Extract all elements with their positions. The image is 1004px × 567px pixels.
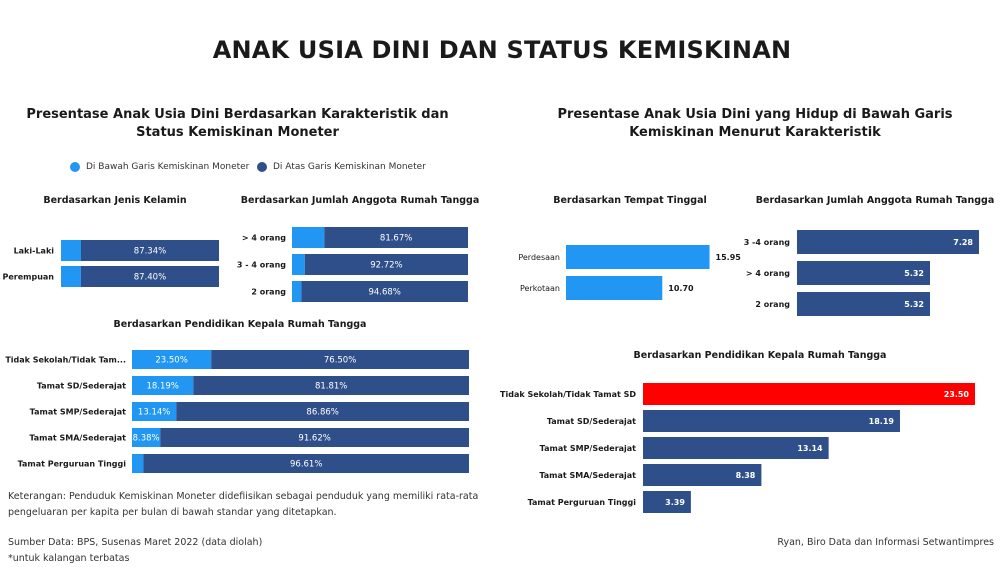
- bar-value-label: 15.95: [715, 253, 741, 262]
- bar-value-label: 8.38%: [132, 433, 160, 444]
- bar-value-label: 81.67%: [379, 233, 413, 244]
- bar: [566, 245, 710, 269]
- right-panel-title: Presentase Anak Usia Dini yang Hidup di Bawah Garis Kemiskinan Menurut Karakteristik: [557, 107, 953, 140]
- bar-value-label: 10.70: [668, 284, 694, 293]
- bar-value-label: 13.14: [797, 444, 823, 453]
- chart-art-title: Berdasarkan Jumlah Anggota Rumah Tangga: [240, 195, 480, 206]
- bar-value-label: 7.28: [953, 238, 973, 247]
- category-label: Tidak Sekolah/Tidak Tam...: [5, 355, 126, 365]
- category-label: Tidak Sekolah/Tidak Tamat SD: [500, 390, 636, 399]
- bar-value-label: 3.39: [665, 498, 685, 507]
- bar-value-label: 94.68%: [368, 287, 401, 298]
- bar-below-segment: [292, 281, 301, 302]
- bar-value-label: 18.19: [868, 417, 894, 426]
- bar-value-label: 87.34%: [133, 246, 167, 257]
- chart-jk-title: Berdasarkan Jenis Kelamin: [43, 195, 187, 206]
- footnote-line-1: Keterangan: Penduduk Kemiskinan Moneter didefiisikan sebagai penduduk yang memiliki rata-rata: [8, 491, 479, 502]
- category-label: Tamat SMA/Sederajat: [29, 433, 126, 443]
- asterisk-text: *untuk kalangan terbatas: [8, 553, 130, 564]
- category-label: Tamat SD/Sederajat: [546, 417, 636, 426]
- footnote-line-2: pengeluaran per kapita per bulan di bawah standar yang ditetapkan.: [8, 507, 337, 518]
- source-text: Sumber Data: BPS, Susenas Maret 2022 (data diolah): [8, 537, 263, 548]
- category-label: 3 - 4 orang: [236, 260, 286, 270]
- bar-value-label: 23.50: [943, 390, 969, 399]
- legend-below-label: Di Bawah Garis Kemiskinan Moneter: [86, 162, 250, 172]
- chart-tt-title: Berdasarkan Tempat Tinggal: [553, 195, 707, 206]
- bar-below-segment: [132, 454, 143, 473]
- footnote: [8, 489, 478, 521]
- bar-value-label: 76.50%: [323, 355, 357, 366]
- legend-above-label: Di Atas Garis Kemiskinan Moneter: [273, 162, 426, 172]
- credit-text: Ryan, Biro Data dan Informasi Setwantimpres: [777, 537, 994, 548]
- bar: [566, 276, 662, 300]
- bar-value-label: 86.86%: [306, 407, 339, 418]
- bar-value-label: 92.72%: [370, 260, 403, 271]
- category-label: Tamat SMP/Sederajat: [29, 407, 126, 417]
- left-panel-title: Presentase Anak Usia Dini Berdasarkan Karakteristik dan Status Kemiskinan Moneter: [26, 107, 449, 140]
- chart-pend2-title: Berdasarkan Pendidikan Kepala Rumah Tangga: [633, 350, 887, 361]
- bar: [643, 410, 900, 432]
- category-label: > 4 orang: [241, 233, 286, 243]
- category-label: Perempuan: [2, 272, 54, 282]
- category-label: 3 -4 orang: [743, 238, 790, 247]
- bar-value-label: 5.32: [904, 269, 924, 278]
- bar-value-label: 91.62%: [298, 433, 331, 444]
- category-label: 2 orang: [755, 300, 790, 309]
- chart-pend-title: Berdasarkan Pendidikan Kepala Rumah Tangga: [113, 319, 367, 330]
- bar-value-label: 23.50%: [155, 355, 188, 366]
- category-label: 2 orang: [251, 287, 286, 297]
- page-title: ANAK USIA DINI DAN STATUS KEMISKINAN: [212, 36, 792, 64]
- bar-value-label: 87.40%: [133, 272, 167, 283]
- source-note: [8, 535, 262, 567]
- category-label: Tamat Perguruan Tinggi: [17, 459, 126, 469]
- bar-below-segment: [61, 266, 81, 287]
- category-label: Perdesaan: [518, 253, 560, 262]
- category-label: Tamat SMP/Sederajat: [539, 444, 636, 453]
- category-label: Perkotaan: [519, 284, 560, 293]
- bar: [643, 383, 975, 405]
- bar-value-label: 18.19%: [146, 381, 179, 392]
- bar-value-label: 81.81%: [314, 381, 348, 392]
- bar-below-segment: [61, 240, 81, 261]
- category-label: Tamat SMA/Sederajat: [539, 471, 636, 480]
- category-label: Laki-Laki: [13, 246, 54, 256]
- category-label: > 4 orang: [745, 269, 790, 278]
- bar-value-label: 5.32: [904, 300, 924, 309]
- chart-art2-title: Berdasarkan Jumlah Anggota Rumah Tangga: [755, 195, 995, 206]
- bar-below-segment: [292, 227, 324, 248]
- bar-value-label: 96.61%: [290, 459, 323, 470]
- category-label: Tamat Perguruan Tinggi: [527, 498, 636, 507]
- bar-below-segment: [292, 254, 305, 275]
- bar-value-label: 8.38: [735, 471, 756, 480]
- bar-value-label: 13.14%: [137, 407, 171, 418]
- category-label: Tamat SD/Sederajat: [36, 381, 126, 391]
- bar: [797, 230, 979, 254]
